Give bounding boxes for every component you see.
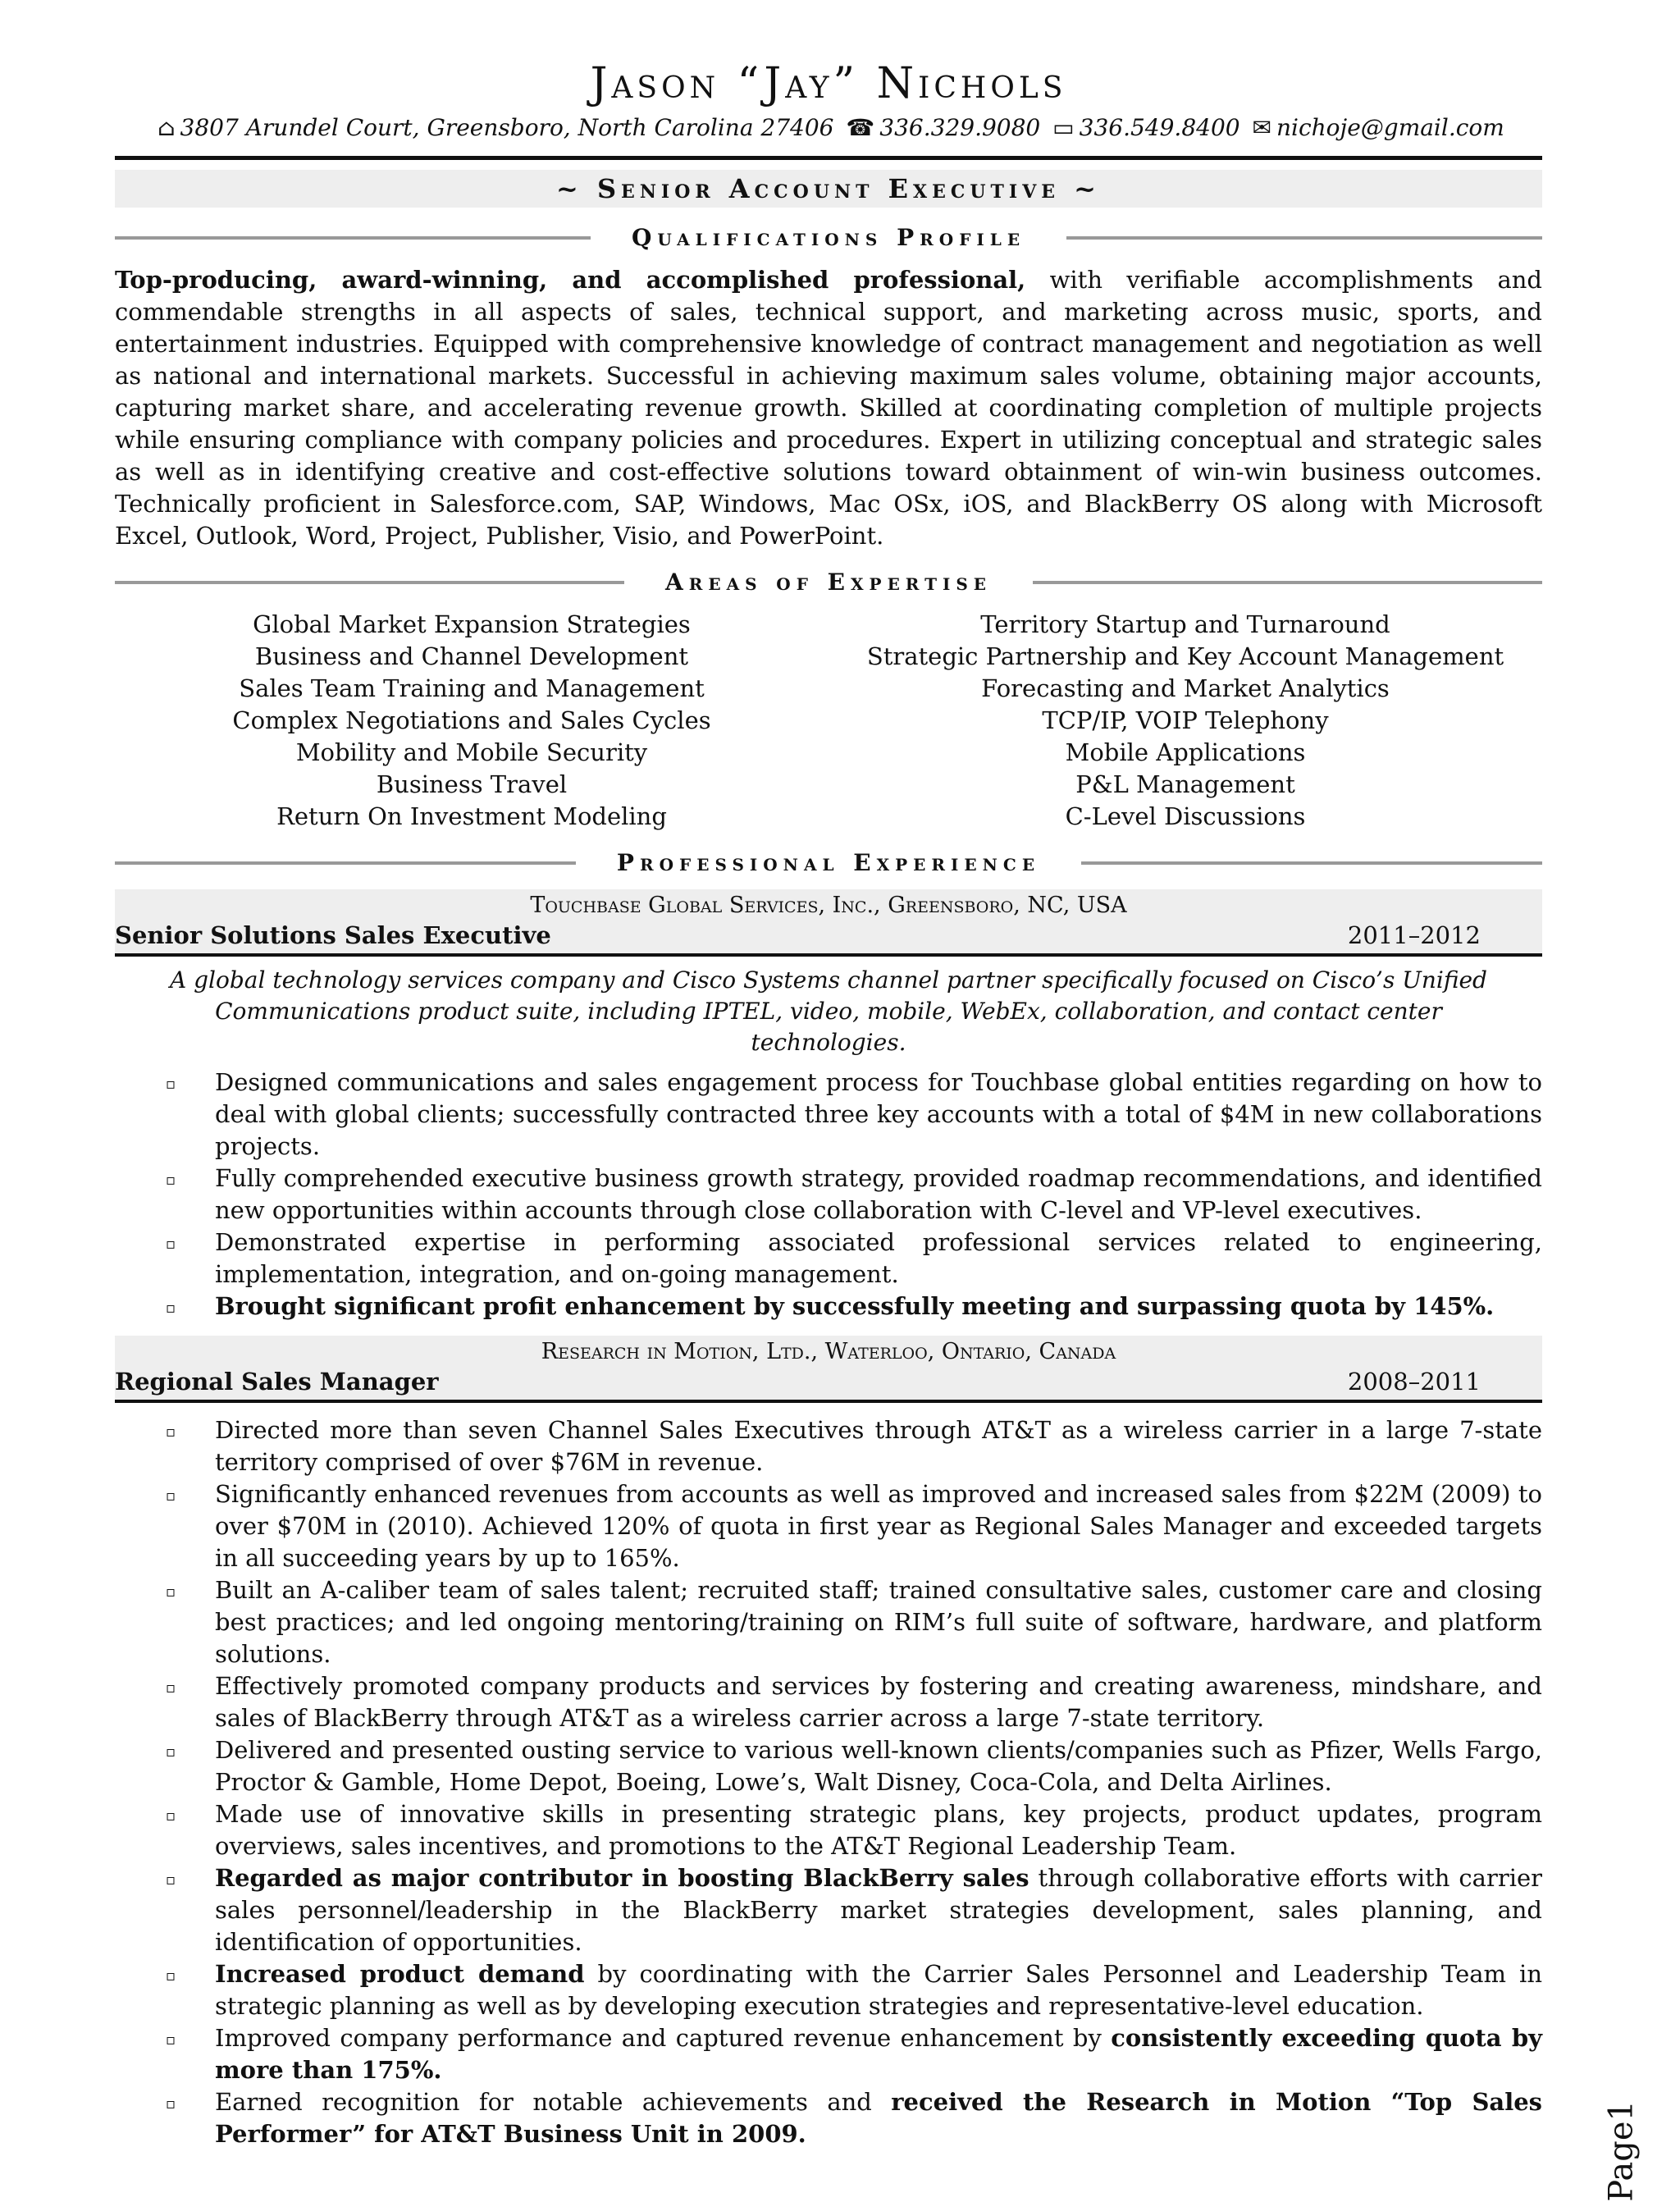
expertise-item: P&L Management — [1075, 770, 1295, 798]
address: 3807 Arundel Court, Greensboro, North Carolina 27406 — [180, 114, 834, 141]
role-dates: 2011–2012 — [1347, 921, 1481, 949]
home-icon: ⌂ — [158, 114, 176, 141]
expertise-item: Mobility and Mobile Security — [295, 738, 648, 766]
email-icon: ✉ — [1252, 114, 1271, 141]
contact-line — [115, 112, 1542, 144]
list-item: ▫ Demonstrated expertise in performing associated professional services related to engineering, implementation, integration, and on-going management. — [166, 1228, 1542, 1288]
expertise-item: Business and Channel Development — [254, 642, 689, 670]
heading-rule-right — [1081, 861, 1542, 865]
page-number: Page1 — [1603, 2100, 1641, 2202]
expertise-item: TCP/IP, VOIP Telephony — [1042, 706, 1329, 734]
expertise-item: Territory Startup and Turnaround — [980, 610, 1390, 638]
role-row — [115, 1367, 1542, 1396]
company-name: Research in Motion, Ltd., Waterloo, Ontario, Canada — [541, 1339, 1116, 1364]
section-title: Areas of Expertise — [665, 569, 993, 596]
role-dates: 2008–2011 — [1347, 1368, 1481, 1396]
section-title: Professional Experience — [616, 849, 1041, 876]
job-header-touchbase — [115, 889, 1542, 957]
expertise-item: Sales Team Training and Management — [239, 674, 705, 702]
expertise-item: Strategic Partnership and Key Account Management — [866, 642, 1504, 670]
profile-lead: Top-producing, award-winning, and accomplished professional, — [115, 266, 1026, 294]
bullet-icon: ▫ — [166, 2031, 176, 2049]
section-heading-profile — [115, 224, 1542, 251]
expertise-column-left — [115, 609, 829, 833]
profile-summary — [115, 264, 1542, 552]
heading-rule-left — [115, 861, 576, 865]
achievement-list — [115, 1414, 1542, 2150]
list-item: ▫ Brought significant profit enhancement by successfully meeting and surpassing quota by 145%. — [115, 1291, 1542, 1323]
bullet-icon: ▫ — [166, 1871, 176, 1889]
bullet-icon: ▫ — [166, 1423, 176, 1441]
expertise-list — [115, 609, 1542, 833]
list-item: ▫ Made use of innovative skills in presenting strategic plans, key projects, product updates, program overviews, sales incentives, and promotions to the AT&T Regional Leadership Team. — [166, 1800, 1542, 1860]
bullet-icon: ▫ — [166, 1807, 176, 1825]
list-item: ▫ Designed communications and sales engagement process for Touchbase global entities regarding on how to deal with global clients; successfully contracted three key accounts with a total of $4M in new collaborations projects. — [166, 1068, 1542, 1160]
bullet-icon: ▫ — [166, 1679, 176, 1697]
bullet-icon: ▫ — [166, 1487, 176, 1505]
company-name: Touchbase Global Services, Inc., Greensboro, NC, USA — [530, 893, 1127, 918]
list-item: ▫ Effectively promoted company products and services by fostering and creating awareness, mindshare, and sales of BlackBerry through AT&T as a wireless carrier across a large 7-state territory. — [166, 1672, 1542, 1732]
bullet-icon: ▫ — [166, 1583, 176, 1601]
bullet-icon: ▫ — [166, 1300, 176, 1317]
phone-icon: ☎ — [846, 114, 875, 141]
list-item: ▫ Improved company performance and captured revenue enhancement by consistently exceeding quota by more than 175%. — [166, 2024, 1542, 2084]
expertise-item: Global Market Expansion Strategies — [253, 610, 691, 638]
heading-rule-left — [115, 581, 624, 584]
role-title: Regional Sales Manager — [115, 1368, 439, 1396]
fax-icon: ▭ — [1052, 114, 1075, 141]
heading-rule-right — [1033, 581, 1542, 584]
bullet-icon: ▫ — [166, 2095, 176, 2113]
header-divider — [115, 156, 1542, 160]
expertise-item: C-Level Discussions — [1065, 802, 1306, 830]
bullet-icon: ▫ — [166, 1743, 176, 1761]
job-title-banner: ~ Senior Account Executive ~ — [115, 170, 1542, 208]
list-item: ▫ Fully comprehended executive business growth strategy, provided roadmap recommendations, and identified new opportunities within accounts through close collaboration with C-level and VP-level executives. — [166, 1164, 1542, 1224]
list-item: ▫ Significantly enhanced revenues from accounts as well as improved and increased sales from $22M (2009) to over $70M in (2010). Achieved 120% of quota in first year as Regional Sales Manager and exceeded targets in all succeeding years by up to 165%. — [166, 1480, 1542, 1572]
heading-rule-right — [1066, 236, 1542, 240]
expertise-column-right — [829, 609, 1542, 833]
bullet-icon: ▫ — [166, 1967, 176, 1985]
expertise-item: Forecasting and Market Analytics — [981, 674, 1390, 702]
phone-number: 336.329.9080 — [879, 114, 1041, 141]
section-heading-experience — [115, 849, 1542, 876]
job-header-rim — [115, 1336, 1542, 1403]
achievement-list — [115, 1067, 1542, 1323]
candidate-name: Jason “Jay” Nichols — [590, 59, 1067, 108]
role-title: Senior Solutions Sales Executive — [115, 921, 551, 949]
expertise-item: Business Travel — [376, 770, 568, 798]
bullet-icon: ▫ — [166, 1076, 176, 1093]
bullet-icon: ▫ — [166, 1236, 176, 1253]
email-address: nichoje@gmail.com — [1276, 114, 1504, 141]
list-item: ▫ Earned recognition for notable achievements and received the Research in Motion “Top Sales Performer” for AT&T Business Unit in 2009. — [166, 2088, 1542, 2148]
bullet-icon: ▫ — [166, 1172, 176, 1189]
expertise-item: Complex Negotiations and Sales Cycles — [232, 706, 711, 734]
fax-number: 336.549.8400 — [1079, 114, 1240, 141]
profile-body: with verifiable accomplishments and commendable strengths in all aspects of sales, technical support, and marketing across music, sports, and entertainment industries. Equipped with comprehensive knowledge of contract management and negotiation as well as national and international markets. Successful in achieving maximum sales volume, obtaining major accounts, capturing market share, and accelerating revenue growth. Skilled at coordinating completion of multiple projects while ensuring compliance with company policies and procedures. Expert in utilizing conceptual and strategic sales as well as in identifying creative and cost-effective solutions toward obtainment of win-win business outcomes. Technically proficient in Salesforce.com, SAP, Windows, Mac OSx, iOS, and BlackBerry OS along with Microsoft Excel, Outlook, Word, Project, Publisher, Visio, and PowerPoint. — [115, 266, 1542, 550]
section-title: Qualifications Profile — [631, 224, 1026, 251]
resume-page — [115, 49, 1542, 2150]
list-item: ▫ Directed more than seven Channel Sales Executives through AT&T as a wireless carrier in a large 7-state territory comprised of over $76M in revenue. — [166, 1416, 1542, 1476]
expertise-item: Return On Investment Modeling — [276, 802, 667, 830]
list-item: ▫ Delivered and presented ousting service to various well-known clients/companies such as Pfizer, Wells Fargo, Proctor & Gamble, Home Depot, Boeing, Lowe’s, Walt Disney, Coca-Cola, and Delta Airlines. — [166, 1736, 1542, 1796]
heading-rule-left — [115, 236, 591, 240]
section-heading-expertise — [115, 569, 1542, 596]
list-item: ▫ Increased product demand by coordinating with the Carrier Sales Personnel and Leadership Team in strategic planning as well as by developing execution strategies and representative-level education. — [166, 1960, 1542, 2020]
expertise-item: Mobile Applications — [1065, 738, 1306, 766]
company-description: A global technology services company and Cisco Systems channel partner specifically focused on Cisco’s Unified Communications product suite, including IPTEL, video, mobile, WebEx, collaboration, and contact center technologies. — [170, 966, 1487, 1056]
role-row — [115, 921, 1542, 950]
list-item: ▫ Built an A-caliber team of sales talent; recruited staff; trained consultative sales, customer care and closing best practices; and led ongoing mentoring/training on RIM’s full suite of software, hardware, and platform solutions. — [166, 1576, 1542, 1668]
list-item: ▫ Regarded as major contributor in boosting BlackBerry sales through collaborative efforts with carrier sales personnel/leadership in the BlackBerry market strategies development, sales planning, and identification of opportunities. — [166, 1864, 1542, 1956]
